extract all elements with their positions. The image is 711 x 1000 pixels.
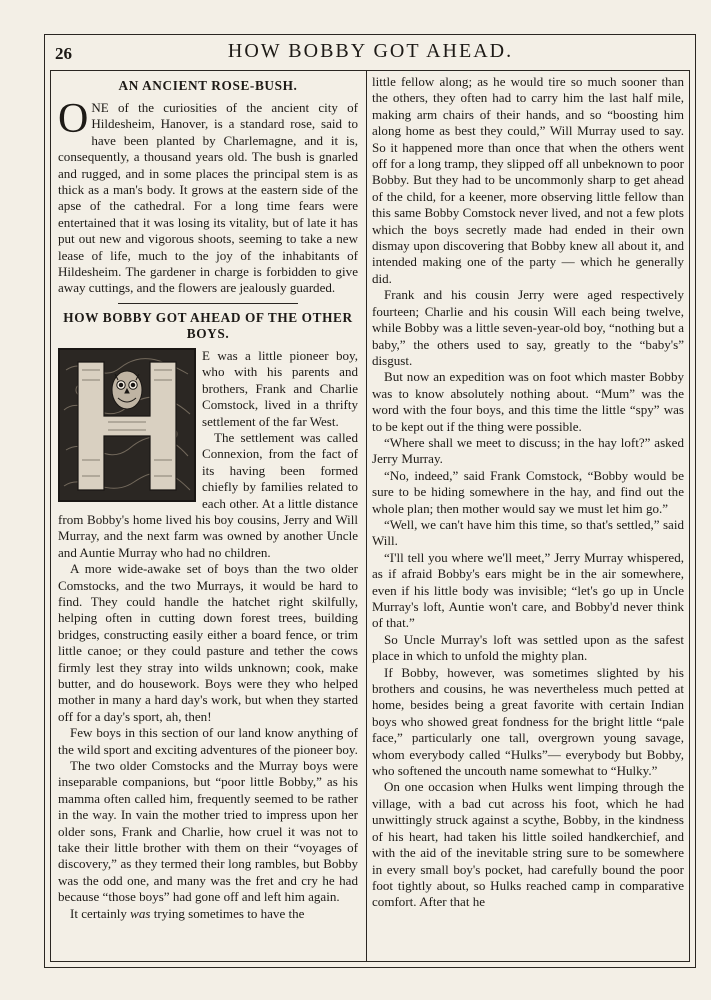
emphasis-word: was [130, 905, 151, 921]
section-divider [118, 303, 298, 304]
article2-para-3: A more wide-awake set of boys than the two older Comstocks, and the two Murrays, it would be hard to find. They could handle the hatchet right skilfully, helping often in cutting down forest trees, building bridges, constructing easily either a board fence, or trim little canoe; or they could pasture and tether the cows firmly lest they stray into wilds unknown; cook, make butter, and do housework. Boys were they who helped mother in many a hard day's work, but when they started off for a day's sport, ah, then! [58, 561, 358, 724]
article2-para-6: It certainly was trying sometimes to have the [70, 905, 305, 921]
article2-para-2: The settlement was called Connexion, from the fact of its having been formed chiefly by families related to each other. At a little distance from Bobby's home lived his boy cousins, Jerry and Will Murray, and the next farm was owned by another Uncle and Auntie Murray who had no children. [58, 429, 358, 560]
right-para-5: “No, indeed,” said Frank Comstock, “Bobby would be sure to be hiding somewhere in the hay, and find out the whole plan; then mother would say we must let him go.” [372, 467, 684, 516]
ornamental-initial-h [58, 348, 196, 502]
right-para-1: little fellow along; as he would tire so much sooner than the others, they often had to carry him the last half mile, making arm chairs of their hands, and so “boosting him along home as best they could,” Will Murray used to say. So it happened more than once that when the others went off for a long tramp, they slipped off all unbeknown to poor Bobby. But they had to be uncommonly sharp to get ahead of the child, for a keener, more observing little fellow than this same Bobby Comstock never lived, and not a few plots which the boys secretly made had ended in their own dismay upon discovering that Bobby knew all about it, and intended making one of the party — which he generally did. [372, 74, 684, 286]
article1-first-word: NE [91, 100, 109, 115]
right-para-4: “Where shall we meet to discuss; in the hay loft?” asked Jerry Murray. [372, 434, 684, 467]
running-head: HOW BOBBY GOT AHEAD. [227, 40, 514, 62]
article2-para-4: Few boys in this section of our land know anything of the wild sport and exciting adventures of the pioneer boy. [58, 725, 358, 757]
article1-text: of the curiosities of the ancient city of Hildesheim, Hanover, is a standard rose, said to have been planted by Charlemagne, and it is, consequently, a thousand years old. The bush is gnarled and rugged, and in some places the principal stem is as thick as a man's body. It grows at the eastern side of the apse of the cathedral. For a long time fears were entertained that it was losing its vitality, but of late it has put out new and vigorous shoots, seeming to take a new lease of life, much to the joy of the inhabitants of Hildesheim. The gardener in charge is forbidden to give away cuttings, and the flowers are jealously guarded. [58, 100, 358, 296]
page-number: 26 [55, 44, 72, 63]
owl-figure [112, 371, 142, 409]
article1-initial: O [58, 96, 89, 142]
right-para-7: “I'll tell you where we'll meet,” Jerry Murray whispered, as if afraid Bobby's ears might be in the air somewhere, even if his little body was invisible; “let's go up in Uncle Murray's loft, Auntie won't care, and Bobby'd never think of that.” [372, 549, 684, 631]
right-para-9: If Bobby, however, was sometimes slighted by his brothers and cousins, he was nevertheless much petted at home, besides being a great favorite with certain Indian boys who showed great fondness for the bright little “pale face,” particularly one tall, overgrown young savage, whom everybody called “Hulks”— everybody but Bobby, who softened the uncouth name somewhat to “Hulky.” [372, 664, 684, 779]
right-para-2: Frank and his cousin Jerry were aged respectively fourteen; Charlie and his cousin Will each being twelve, while Bobby was a little seven-year-old boy, “nothing but a baby,” the others used to say, greatly to the “baby's” disgust. [372, 287, 684, 368]
article1-body [58, 96, 358, 297]
left-column [58, 74, 358, 922]
right-para-6: “Well, we can't have him this time, so that's settled,” said Will. [372, 516, 684, 549]
right-para-3: But now an expedition was on foot which master Bobby was to know absolutely nothing about. “Mum” was the word with the four boys, and this time the little “spy” was to be kept out if the thing were possible. [372, 369, 684, 434]
article2-para-1: E was a little pioneer boy, who with his parents and brothers, Frank and Charlie Comstock, lived in a thrifty settlement of the far West. [202, 347, 358, 429]
right-column [372, 74, 684, 911]
column-rule [366, 71, 367, 961]
right-para-8: So Uncle Murray's loft was settled upon as the safest place in which to unfold the mighty plan. [372, 631, 684, 664]
article2-title: HOW BOBBY GOT AHEAD OF THE OTHER BOYS. [63, 309, 353, 341]
article1-title: AN ANCIENT ROSE-BUSH. [118, 78, 298, 93]
right-para-10: On one occasion when Hulks went limping through the village, with a bad cut across his foot, which he had unwittingly struck against a scythe, Bobby, in the kindness of his heart, had taken his little soiled handkerchief, and with the aid of the inevitable string sure to be somewhere in every small boy's pocket, had carefully bound the poor foot tightly about, so Hulks reached camp in comparative comfort. After that he [372, 779, 684, 910]
owl-ornament-icon [60, 350, 194, 500]
article2-para-5: The two older Comstocks and the Murray boys were inseparable companions, but “poor little Bobby,” as his mamma often called him, frequently seemed to be rather in the way. In vain the mother tried to impress upon her older sons, Frank and Charlie, how cruel it was not to take their little brother with them on their “voyages of discovery,” as they termed their long rambles, but Bobby was the odd one, and many was the fret and cry he had because “those boys” had gone off and left him again. [58, 758, 358, 905]
